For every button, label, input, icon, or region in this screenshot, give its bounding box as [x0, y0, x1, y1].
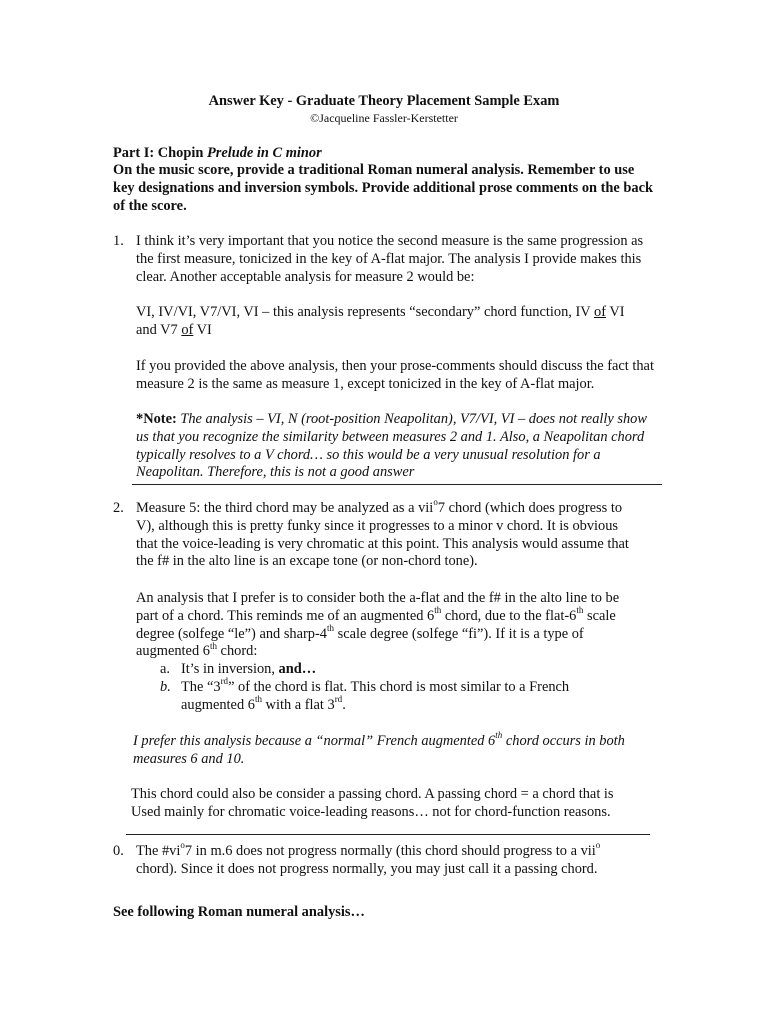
sublist-b-text: The “3rd” of the chord is flat. This chord is most similar to a French augmented 6th with a flat 3rd.	[181, 676, 570, 713]
divider-1	[132, 484, 662, 485]
see-following: See following Roman numeral analysis…	[113, 904, 365, 920]
item2-number: 2.	[113, 500, 124, 516]
item2-para2: An analysis that I prefer is to consider both the a-flat and the f# in the alto line to be part of a chord. This reminds me of an augmented 6th chord, due to the flat-6th scale degree (solfege “le”) and sharp-4th scale degree (solfege “fi”). If it is a type of augmented 6th chord:	[136, 590, 620, 660]
item1-number: 1.	[113, 233, 124, 249]
part1-heading-title: Prelude in C minor	[206, 145, 322, 161]
part1-heading-prefix: Part I: Chopin	[113, 145, 207, 161]
item1-para1: I think it’s very important that you notice the second measure is the same progression as the first measure, tonicized in the key of A-flat major. The analysis I provide makes this clear. Another acceptable analysis for measure 2 would be:	[136, 233, 644, 285]
sublist-a-label: a.	[160, 661, 170, 677]
divider-2	[126, 834, 650, 835]
item3-number: 0.	[113, 843, 124, 859]
sublist-b-label: b.	[160, 679, 171, 695]
item1-note	[136, 411, 656, 482]
document-title: Answer Key - Graduate Theory Placement Sample Exam	[208, 93, 560, 109]
copyright-line: ©Jacqueline Fassler-Kerstetter	[310, 111, 458, 125]
prefer-paragraph: I prefer this analysis because a “normal” French augmented 6th chord occurs in both measures 6 and 10.	[133, 730, 625, 767]
note-text: The analysis – VI, N (root-position Neapolitan), V7/VI, VI – does not really show us that you recognize the similarity between measures 2 and 1. Also, a Neapolitan chord typically resolves to a V chord… so this would be a very unusual resolution for a Neapolitan. Therefore, this is not a good answer	[136, 411, 647, 481]
item3-text: The $\#vi^o7$ in m.6 does not progress normally (this chord should progress to a vii$^o$ chord). Since it does not progress normally, you may just call it a passing chord.	[136, 840, 601, 877]
item1-para3: If you provided the above analysis, then your prose-comments should discuss the fact that measure 2 is the same as measure 1, except tonicized in the key of A-flat major.	[136, 358, 654, 392]
part1-instructions: On the music score, provide a traditional Roman numeral analysis. Remember to use key designations and inversion symbols. Provide additional prose comments on the back of the score.	[113, 162, 653, 214]
passing-chord-paragraph: This chord could also be consider a passing chord. A passing chord = a chord that is Used mainly for chromatic voice-leading reasons… not for chord-function reasons.	[131, 786, 614, 820]
item1-para2: VI, IV/VI, V7/VI, VI – this analysis represents “secondary” chord function, IV of VI and V7 of VI	[136, 304, 625, 338]
sublist-a-text: It’s in inversion, and…	[181, 661, 317, 677]
item2-para1: Measure 5: the third chord may be analyzed as a vii$^o$7 chord (which does progress to V), although this is pretty funky since it progresses to a minor v chord. It is obvious that the voice-leading is very chromatic at this point. This analysis would assume that the f# in the alto line is an excape tone (or non-chord tone).	[136, 497, 629, 570]
part1-heading	[113, 145, 658, 163]
note-label: *Note:	[136, 411, 177, 427]
